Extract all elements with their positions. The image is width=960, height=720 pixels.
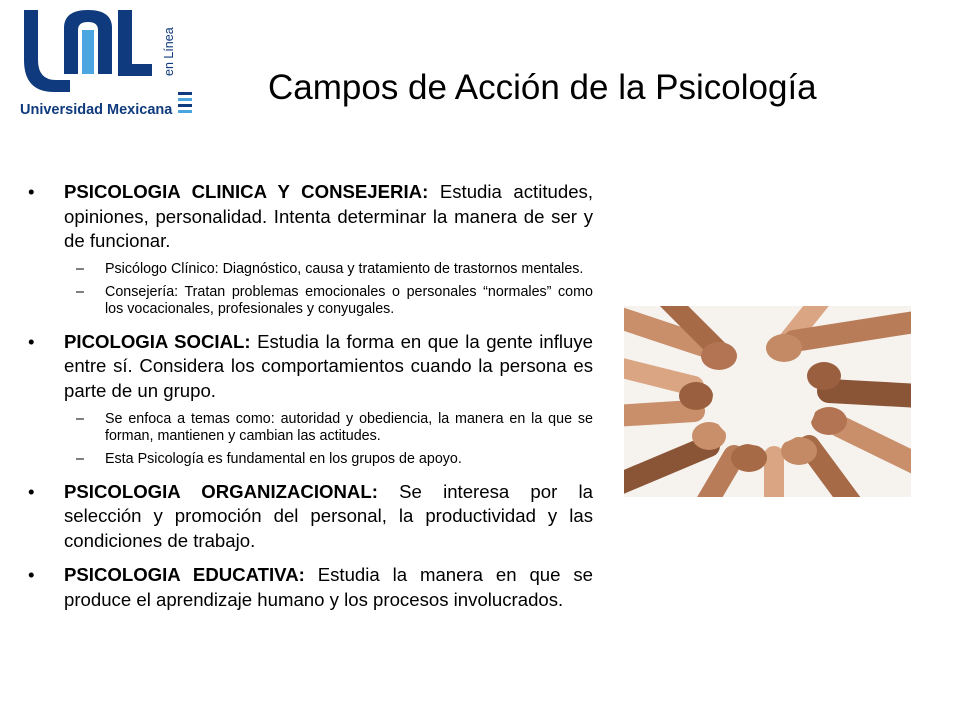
sub-text: Se enfoca a temas como: autoridad y obediencia, la manera en la que se forman, mantienen y cambian las actitudes.	[105, 410, 593, 444]
bullet-marker: •	[28, 330, 35, 352]
bullet-item	[28, 563, 593, 612]
bullet-item	[28, 480, 593, 554]
sub-item	[28, 284, 593, 318]
hands-circle-photo	[624, 306, 911, 497]
bullet-heading: PSICOLOGIA CLINICA Y CONSEJERIA:	[64, 181, 429, 202]
sub-list	[28, 411, 593, 468]
dash-marker: –	[76, 450, 84, 467]
bullet-text: Estudia la forma en que la gente influye entre sí. Considera los comportamientos cuando la persona es parte de un grupo.	[64, 330, 593, 401]
sub-item	[28, 451, 593, 468]
bullet-heading: PSICOLOGIA ORGANIZACIONAL:	[64, 480, 378, 502]
sub-text: Esta Psicología es fundamental en los grupos de apoyo.	[105, 450, 462, 467]
bullet-item	[28, 180, 593, 254]
bullet-text: Estudia la manera en que se produce el aprendizaje humano y los procesos involucrados.	[64, 564, 593, 610]
bullet-text: Se interesa por la selección y promoción del personal, la productividad y las condiciones de trabajo.	[64, 480, 593, 551]
dash-marker: –	[76, 283, 84, 300]
dash-marker: –	[76, 410, 84, 427]
sub-item	[28, 411, 593, 445]
hands-circle-illustration	[624, 306, 911, 497]
bullet-item	[28, 330, 593, 404]
sub-list	[28, 261, 593, 318]
dash-marker: –	[76, 260, 84, 277]
bullet-list	[28, 180, 593, 620]
sub-text: Consejería: Tratan problemas emocionales o personales “normales” como los vocacionales, profesionales y conyugales.	[105, 283, 593, 317]
bullet-marker: •	[28, 564, 35, 586]
universidad-mexicana-logo	[18, 8, 198, 128]
logo-name: Universidad Mexicana	[20, 102, 173, 118]
bullet-heading: PSICOLOGIA EDUCATIVA:	[64, 564, 305, 586]
bullet-text: Estudia actitudes, opiniones, personalidad. Intenta determinar la manera de ser y de funcionar.	[64, 181, 593, 252]
logo-tagline: en Línea	[162, 27, 176, 76]
sub-item	[28, 261, 593, 278]
sub-text: Psicólogo Clínico: Diagnóstico, causa y tratamiento de trastornos mentales.	[105, 260, 584, 277]
slide-title: Campos de Acción de la Psicología	[268, 68, 817, 107]
bullet-marker: •	[28, 480, 35, 502]
bullet-heading: PICOLOGIA SOCIAL:	[64, 330, 251, 352]
bullet-marker: •	[28, 181, 35, 202]
